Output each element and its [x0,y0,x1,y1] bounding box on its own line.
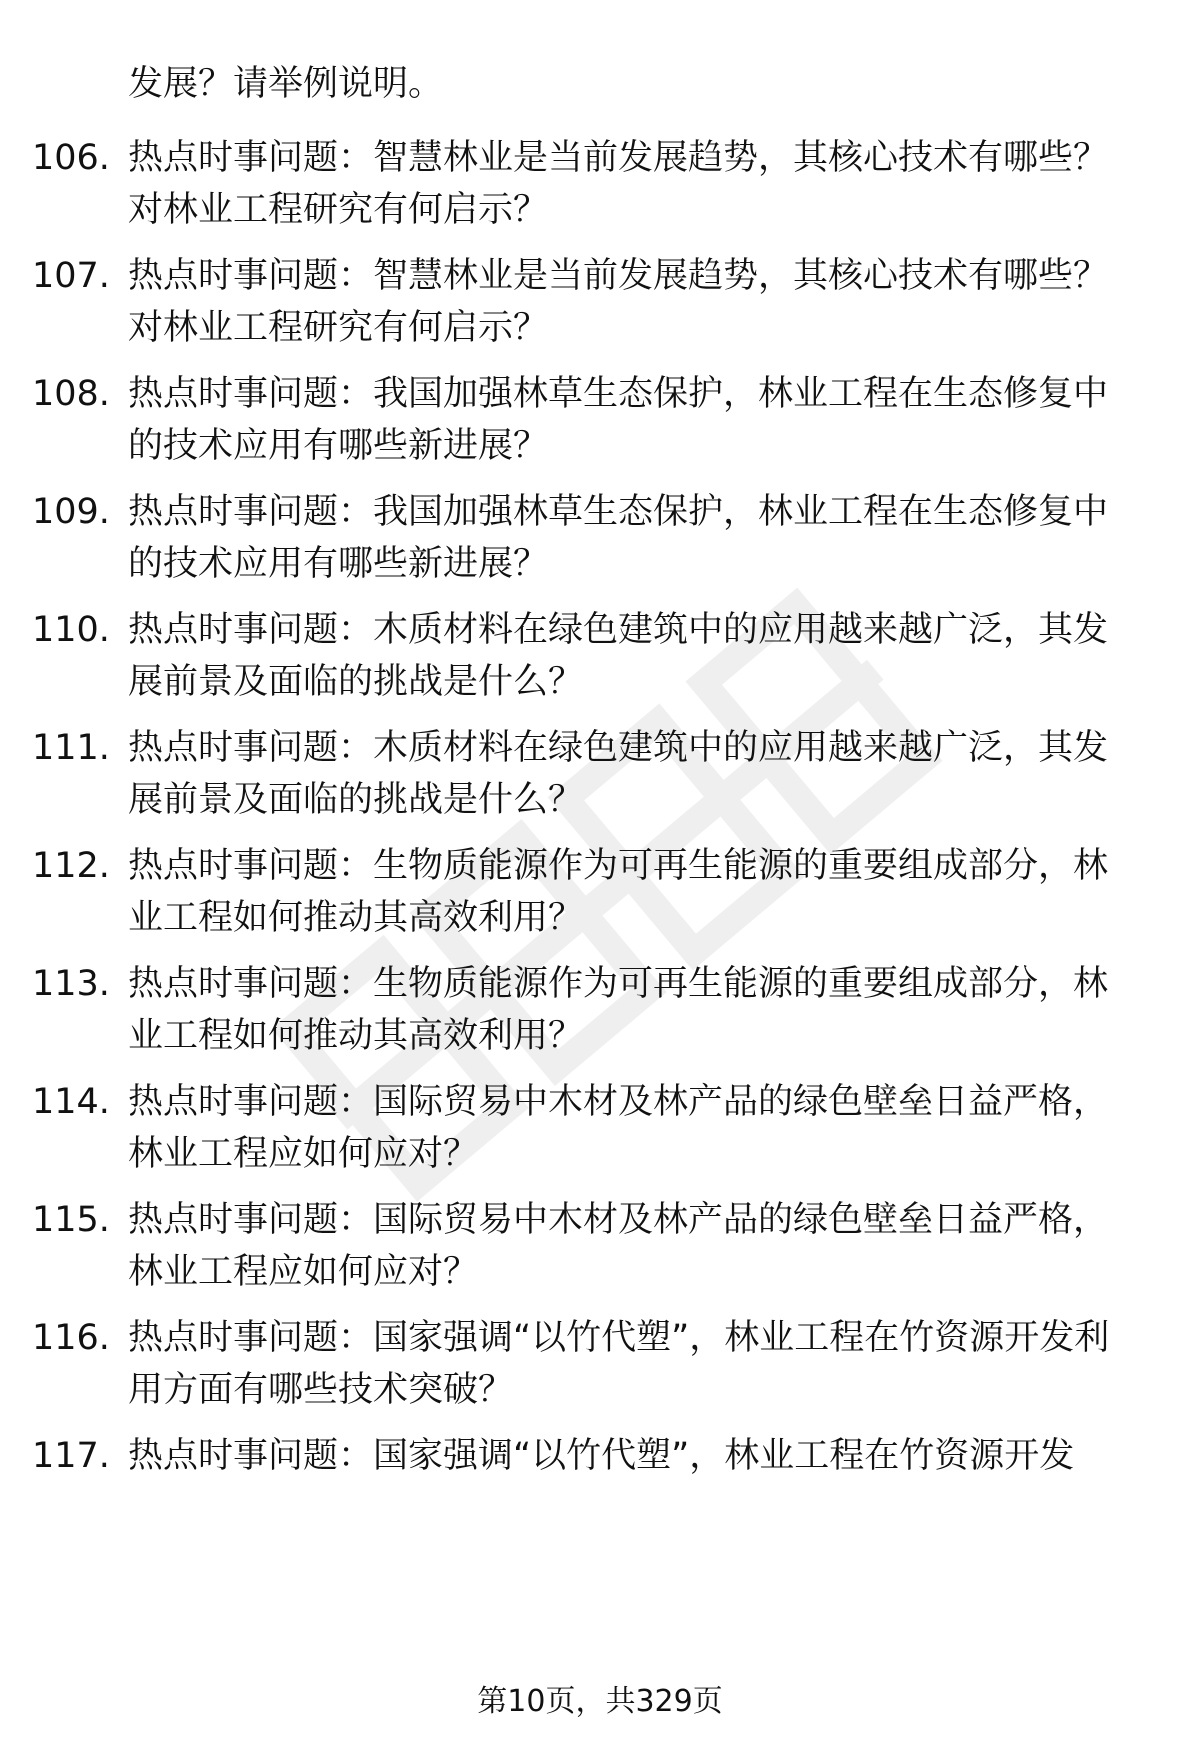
continuation-text: 发展？请举例说明。 [128,64,444,104]
question-number: 116. [32,1318,110,1358]
question-text: 热点时事问题：智慧林业是当前发展趋势，其核心技术有哪些？对林业工程研究有何启示？ [128,138,1109,230]
question-text: 热点时事问题：木质材料在绿色建筑中的应用越来越广泛，其发展前景及面临的挑战是什么？ [128,610,1109,702]
question-number: 107. [32,256,110,296]
question-number: 111. [32,728,110,768]
question-text: 热点时事问题：我国加强林草生态保护，林业工程在生态修复中的技术应用有哪些新进展？ [128,492,1109,584]
question-number: 108. [32,374,110,414]
question-number: 113. [32,964,110,1004]
question-text: 热点时事问题：生物质能源作为可再生能源的重要组成部分，林业工程如何推动其高效利用？ [128,964,1109,1056]
question-text: 热点时事问题：我国加强林草生态保护，林业工程在生态修复中的技术应用有哪些新进展？ [128,374,1109,466]
question-number: 112. [32,846,110,886]
question-text: 热点时事问题：国际贸易中木材及林产品的绿色壁垒日益严格，林业工程应如何应对？ [128,1200,1109,1292]
question-number: 117. [32,1436,110,1476]
question-text: 热点时事问题：国际贸易中木材及林产品的绿色壁垒日益严格，林业工程应如何应对？ [128,1082,1109,1174]
question-number: 115. [32,1200,110,1240]
question-text: 热点时事问题：国家强调“以竹代塑”，林业工程在竹资源开发利用方面有哪些技术突破？ [128,1318,1110,1410]
question-text: 热点时事问题：木质材料在绿色建筑中的应用越来越广泛，其发展前景及面临的挑战是什么？ [128,728,1109,820]
question-text: 热点时事问题：智慧林业是当前发展趋势，其核心技术有哪些？对林业工程研究有何启示？ [128,256,1109,348]
question-text: 热点时事问题：国家强调“以竹代塑”，林业工程在竹资源开发 [128,1436,1075,1476]
question-number: 110. [32,610,110,650]
question-number: 106. [32,138,110,178]
question-number: 109. [32,492,110,532]
page-footer: 第10页，共329页 [477,1684,723,1719]
question-text: 热点时事问题：生物质能源作为可再生能源的重要组成部分，林业工程如何推动其高效利用？ [128,846,1109,938]
question-number: 114. [32,1082,110,1122]
